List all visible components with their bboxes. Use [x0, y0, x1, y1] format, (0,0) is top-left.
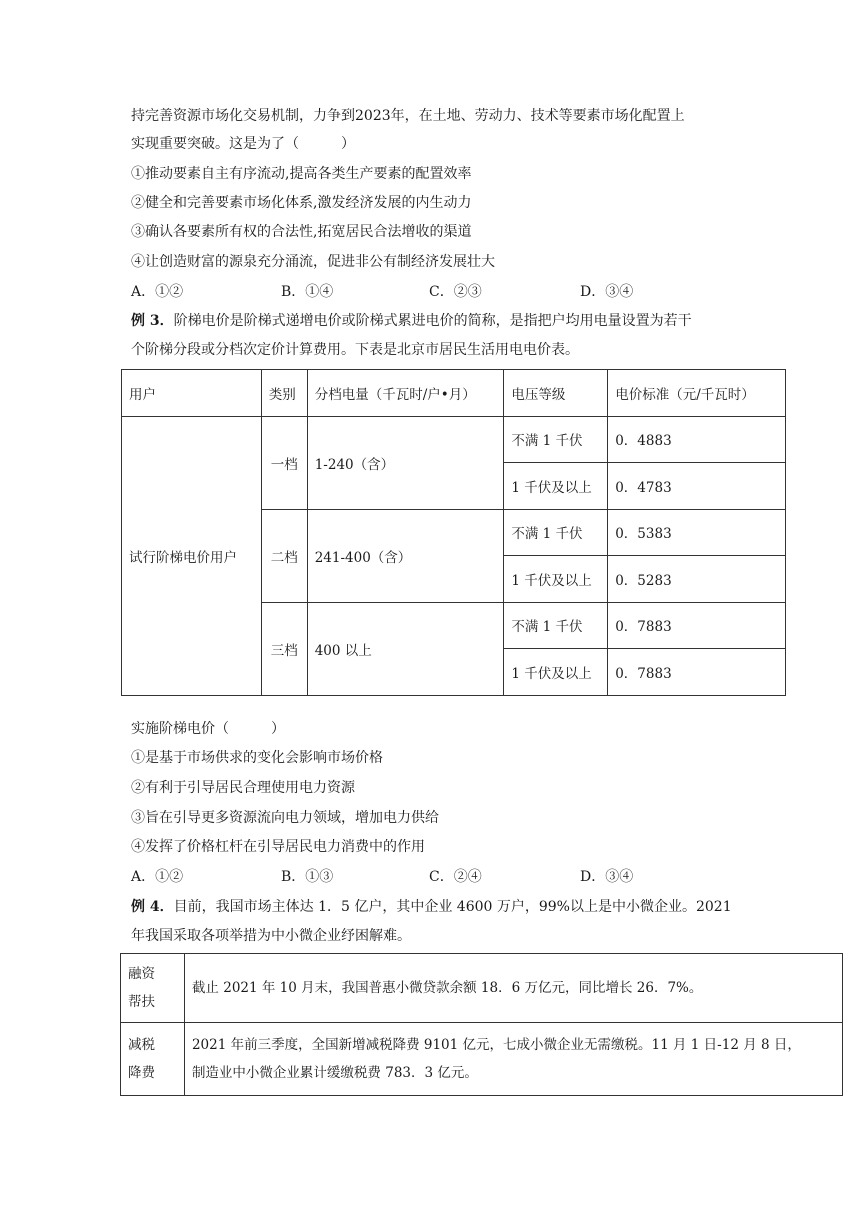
tier-3-category: 三档	[261, 602, 307, 695]
q3-item-4: ④发挥了价格杠杆在引导居民电力消费中的作用	[131, 839, 425, 855]
q3-label: 例 3．	[131, 313, 174, 329]
q2-option-a[interactable]: A．①②	[131, 284, 184, 300]
header-voltage: 电压等级	[504, 370, 608, 417]
q2-item-2: ②健全和完善要素市场化体系,激发经济发展的内生动力	[131, 195, 472, 211]
tier-1-price-2: 0．4783	[608, 463, 786, 510]
tier-3-voltage-1: 不满 1 千伏	[504, 602, 608, 649]
user-cell: 试行阶梯电价用户	[122, 416, 262, 695]
tier-3-voltage-2: 1 千伏及以上	[504, 649, 608, 696]
financing-label-1: 融资	[128, 966, 155, 982]
q2-option-d[interactable]: D．③④	[580, 284, 634, 300]
tier-1-voltage-1: 不满 1 千伏	[504, 416, 608, 463]
header-range: 分档电量（千瓦时/户•月）	[307, 370, 504, 417]
financing-label-2: 帮扶	[128, 994, 155, 1010]
financing-content-1: 截止 2021 年 10 月末，我国普惠小微贷款余额 18．6 万亿元，同比增长 26．7%。	[191, 980, 703, 996]
q4-stem-text: 目前，我国市场主体达 1．5 亿户，其中企业 4600 万户，99%以上是中小微企业。2021	[173, 899, 732, 915]
header-price: 电价标准（元/千瓦时）	[608, 370, 786, 417]
q2-option-c[interactable]: C．②③	[429, 284, 482, 300]
q3-item-2: ②有利于引导居民合理使用电力资源	[131, 780, 355, 796]
q3-options	[131, 867, 771, 887]
q2-options	[131, 282, 771, 302]
tier-2-voltage-1: 不满 1 千伏	[504, 509, 608, 556]
tax-content-cell	[184, 1023, 842, 1096]
table-row	[121, 954, 843, 1023]
sme-support-table	[120, 953, 843, 1096]
tier-1-voltage-2: 1 千伏及以上	[504, 463, 608, 510]
tier-3-price-1: 0．7883	[608, 602, 786, 649]
q2-stem-line-1: 持完善资源市场化交易机制，力争到2023年，在土地、劳动力、技术等要素市场化配置上	[131, 108, 685, 124]
q3-item-3: ③旨在引导更多资源流向电力领域，增加电力供给	[131, 810, 439, 826]
electricity-price-table	[121, 369, 786, 696]
tax-label-cell	[121, 1023, 185, 1096]
tax-label-1: 减税	[128, 1037, 155, 1053]
q2-option-b[interactable]: B．①④	[281, 284, 334, 300]
financing-label-cell	[121, 954, 185, 1023]
tier-3-range: 400 以上	[307, 602, 504, 695]
tax-content-1: 2021 年前三季度，全国新增减税降费 9101 亿元，七成小微企业无需缴税。11 月 1 日-12 月 8 日，	[191, 1037, 801, 1053]
q2-item-4: ④让创造财富的源泉充分涌流，促进非公有制经济发展壮大	[131, 254, 495, 270]
table-row	[122, 416, 786, 463]
tier-2-price-1: 0．5383	[608, 509, 786, 556]
tax-content-2: 制造业中小微企业累计缓缴税费 783．3 亿元。	[191, 1065, 478, 1081]
q2-item-3: ③确认各要素所有权的合法性,拓宽居民合法增收的渠道	[131, 224, 472, 240]
tier-2-range: 241-400（含）	[307, 509, 504, 602]
q3-stem-line-2: 个阶梯分段或分档次定价计算费用。下表是北京市居民生活用电电价表。	[131, 342, 579, 358]
tier-2-price-2: 0．5283	[608, 556, 786, 603]
tier-2-voltage-2: 1 千伏及以上	[504, 556, 608, 603]
q3-question: 实施阶梯电价（ ）	[131, 721, 285, 737]
q3-option-a[interactable]: A．①②	[131, 869, 184, 885]
header-category: 类别	[261, 370, 307, 417]
q3-option-b[interactable]: B．①③	[281, 869, 334, 885]
tier-1-price-1: 0．4883	[608, 416, 786, 463]
tax-label-2: 降费	[128, 1065, 155, 1081]
q3-item-1: ①是基于市场供求的变化会影响市场价格	[131, 750, 383, 766]
q3-option-d[interactable]: D．③④	[580, 869, 634, 885]
q2-item-1: ①推动要素自主有序流动,提高各类生产要素的配置效率	[131, 166, 472, 182]
tier-3-price-2: 0．7883	[608, 649, 786, 696]
q4-label: 例 4．	[131, 899, 174, 915]
q3-option-c[interactable]: C．②④	[429, 869, 482, 885]
header-user: 用户	[122, 370, 262, 417]
q4-stem-line-1	[131, 897, 732, 917]
tier-1-category: 一档	[261, 416, 307, 509]
q3-stem-text: 阶梯电价是阶梯式递增电价或阶梯式累进电价的简称，是指把户均用电量设置为若干	[173, 313, 692, 329]
table-row	[121, 1023, 843, 1096]
table-header-row	[122, 370, 786, 417]
tier-2-category: 二档	[261, 509, 307, 602]
q3-stem-line-1	[131, 311, 692, 331]
q4-stem-line-2: 年我国采取各项举措为中小微企业纾困解难。	[131, 928, 411, 944]
tier-1-range: 1-240（含）	[307, 416, 504, 509]
financing-content-cell	[184, 954, 842, 1023]
q2-stem-line-2: 实现重要突破。这是为了（ ）	[131, 136, 355, 152]
